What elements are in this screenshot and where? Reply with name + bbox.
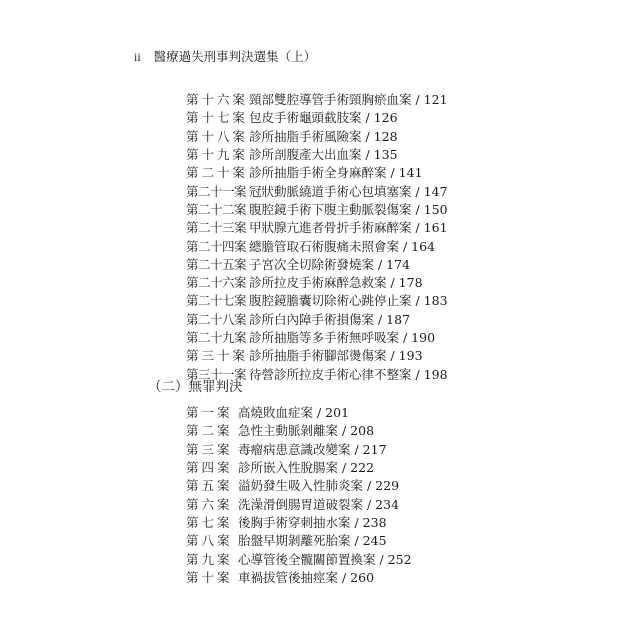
case-number: 第 十 六 案 [186, 92, 245, 108]
list-item [186, 494, 412, 512]
case-title: 包皮手術龜頭截肢案 / 126 [249, 110, 398, 126]
case-number: 第二十九案 [186, 330, 247, 345]
case-number: 第 二 十 案 [186, 165, 245, 181]
list-item [186, 145, 448, 163]
case-title: 洗澡滑倒腸胃道破裂案 / 234 [238, 496, 400, 512]
case-title: 毒瘤病患意識改變案 / 217 [238, 441, 387, 457]
case-number: 第 二 案 [186, 423, 229, 439]
case-title: 冠狀動脈繞道手術心包填塞案 / 147 [249, 183, 448, 199]
case-title: 待營診所拉皮手術心律不整案 / 198 [249, 366, 448, 382]
list-item [186, 218, 448, 236]
case-number: 第 七 案 [186, 514, 229, 530]
case-number: 第 十 九 案 [186, 147, 245, 163]
running-header [134, 49, 316, 65]
case-title: 心導管後全髖關節置換案 / 252 [238, 551, 412, 567]
list-item [186, 236, 448, 254]
case-title: 診所白內障手術損傷案 / 187 [249, 311, 411, 327]
case-title: 後胸手術穿刺抽水案 / 238 [238, 514, 387, 530]
case-number: 第二十二案 [186, 201, 247, 217]
case-number: 第二十八案 [186, 311, 247, 327]
case-number: 第 一 案 [186, 405, 229, 421]
list-item [186, 181, 448, 199]
case-number: 第 十 七 案 [186, 110, 245, 126]
case-number: 第二十四案 [186, 238, 247, 254]
case-title: 診所剖腹產大出血案 / 135 [249, 147, 398, 163]
book-title: 醫療過失刑事判決選集（上） [153, 49, 317, 64]
list-item [186, 273, 448, 291]
case-title: 急性主動脈剝離案 / 208 [238, 423, 375, 439]
list-item [186, 328, 448, 346]
case-number: 第 三 十 案 [186, 348, 245, 364]
acquittal-cases-list [186, 403, 412, 586]
list-item [186, 163, 448, 181]
list-item [186, 458, 412, 476]
case-title: 車禍拔管後抽痙案 / 260 [238, 569, 375, 585]
page-number: ii [134, 50, 141, 64]
case-title: 子宮次全切除術發燒案 / 174 [249, 256, 411, 272]
case-number: 第 六 案 [186, 496, 229, 512]
list-item [186, 127, 448, 145]
case-number: 第三十一案 [186, 366, 247, 382]
list-item [186, 440, 412, 458]
case-title: 診所抽脂手術腳部燙傷案 / 193 [249, 348, 423, 364]
case-title: 胎盤早期剝離死胎案 / 245 [238, 533, 387, 549]
case-title: 頸部雙腔導管手術頸胸瘀血案 / 121 [249, 92, 448, 108]
guilty-cases-list [186, 90, 448, 383]
case-title: 甲狀腺亢進者骨折手術麻醉案 / 161 [249, 220, 448, 236]
list-item [186, 310, 448, 328]
list-item [186, 200, 448, 218]
case-number: 第 四 案 [186, 460, 229, 476]
case-title: 診所抽脂等多手術無呼吸案 / 190 [249, 330, 436, 345]
case-title: 溢奶發生吸入性肺炎案 / 229 [238, 478, 400, 494]
list-item [186, 90, 448, 108]
case-title: 高燒敗血症案 / 201 [238, 405, 350, 421]
case-title: 診所嵌入性脫腸案 / 222 [238, 460, 375, 476]
case-number: 第 五 案 [186, 478, 229, 494]
case-title: 診所拉皮手術麻醉急救案 / 178 [249, 275, 423, 291]
case-number: 第二十七案 [186, 293, 247, 309]
list-item [186, 346, 448, 364]
case-number: 第 十 案 [186, 569, 229, 585]
case-number: 第二十五案 [186, 256, 247, 272]
case-number: 第二十三案 [186, 220, 247, 236]
case-title: 診所抽脂手術全身麻醉案 / 141 [249, 165, 423, 181]
list-item [186, 291, 448, 309]
case-number: 第 九 案 [186, 551, 229, 567]
case-number: 第 十 八 案 [186, 128, 245, 144]
case-number: 第 八 案 [186, 533, 229, 549]
list-item [186, 513, 412, 531]
list-item [186, 108, 448, 126]
list-item [186, 255, 448, 273]
list-item [186, 531, 412, 549]
case-number: 第二十一案 [186, 183, 247, 199]
case-title: 腹腔鏡膽囊切除術心跳停止案 / 183 [249, 293, 448, 309]
case-number: 第 三 案 [186, 441, 229, 457]
list-item [186, 421, 412, 439]
section-heading: （二）無罪判決 [148, 379, 243, 395]
case-title: 診所抽脂手術風險案 / 128 [249, 128, 398, 144]
case-number: 第二十六案 [186, 275, 247, 291]
case-title: 腹腔鏡手術下腹主動脈裂傷案 / 150 [249, 201, 448, 217]
list-item [186, 476, 412, 494]
list-item [186, 549, 412, 567]
list-item [186, 568, 412, 586]
list-item [186, 403, 412, 421]
case-title: 總膽管取石術腹痛未照會案 / 164 [249, 238, 436, 254]
